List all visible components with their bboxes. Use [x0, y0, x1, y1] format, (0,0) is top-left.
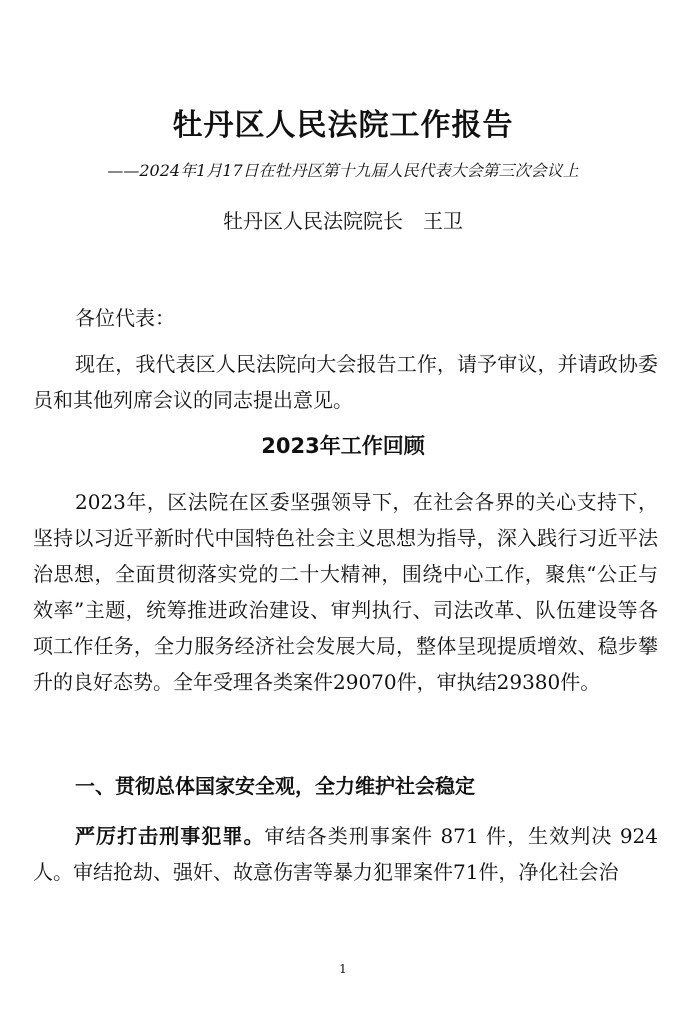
- crime-text: 审结各类刑事案件 871 件，生效判决 924 人。审结抢劫、强奸、故意伤害等暴力犯罪案件71件，净化社会治: [33, 824, 658, 884]
- report-author: 牡丹区人民法院院长 王卫: [223, 209, 463, 233]
- greeting: 各位代表：: [75, 306, 175, 330]
- intro-paragraph: 现在，我代表区人民法院向大会报告工作，请予审议，并请政协委员和其他列席会议的同志提出意见。: [33, 352, 658, 412]
- review-paragraph: 2023年，区法院在区委坚强领导下，在社会各界的关心支持下，坚持以习近平新时代中国特色社会主义思想为指导，深入践行习近平法治思想，全面贯彻落实党的二十大精神，围绕中心工作，聚焦“公正与效率”主题，统筹推进政治建设、审判执行、司法改革、队伍建设等各项工作任务，全力服务经济社会发展大局，整体呈现提质增效、稳步攀升的良好态势。全年受理各类案件29070件，审执结29380件。: [33, 490, 658, 694]
- crime-lead: 严厉打击刑事犯罪。: [75, 824, 265, 848]
- report-title: 牡丹区人民法院工作报告: [172, 108, 514, 143]
- report-subtitle: ——2024年1月17日在牡丹区第十九届人民代表大会第三次会议上: [107, 161, 579, 180]
- crime-paragraph: [33, 818, 658, 890]
- page-number: 1: [339, 962, 347, 976]
- section-heading: 2023年工作回顾: [261, 434, 425, 458]
- sub-heading: 一、贯彻总体国家安全观，全力维护社会稳定: [75, 774, 475, 798]
